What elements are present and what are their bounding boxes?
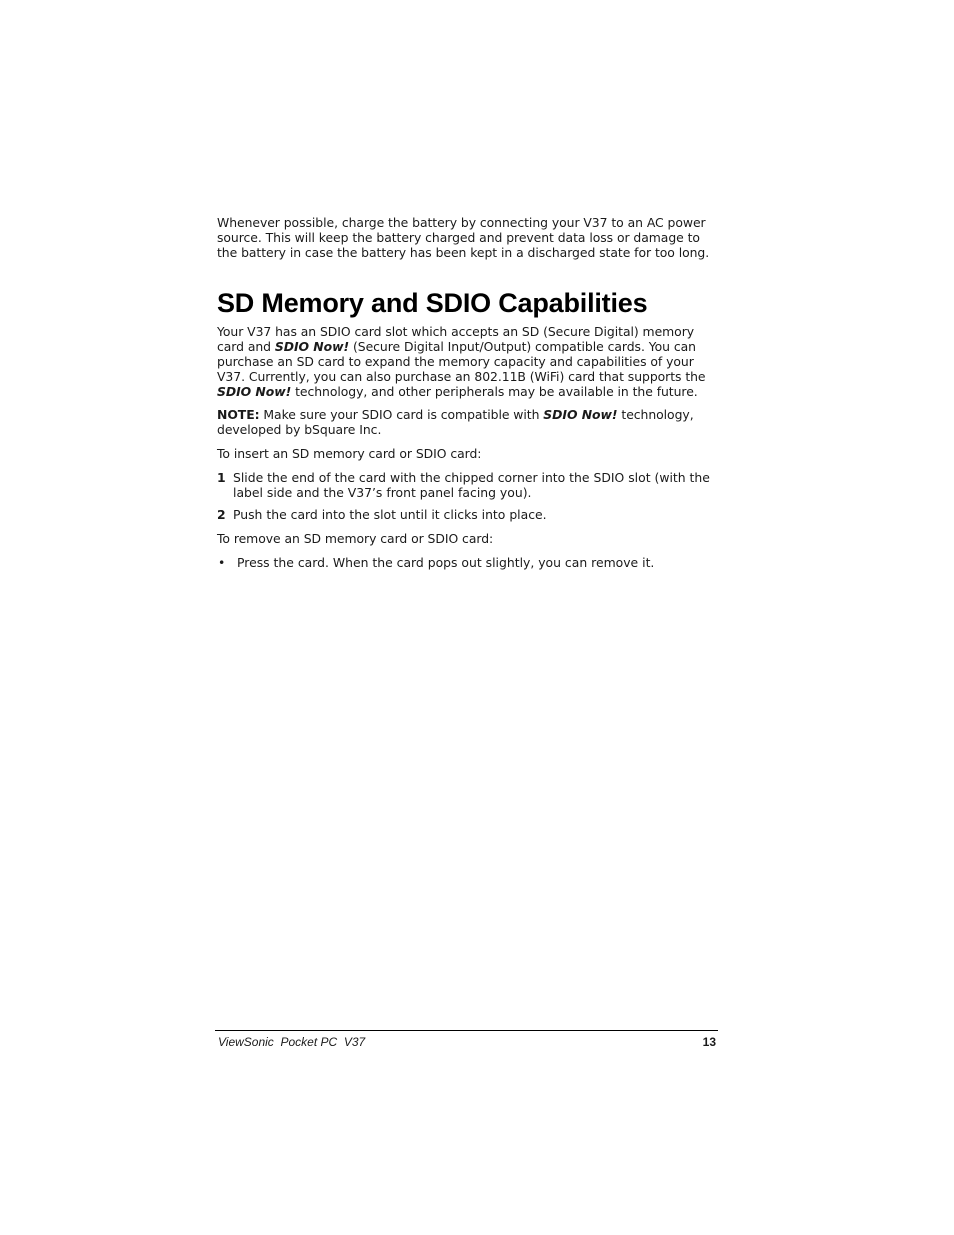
remove-intro: To remove an SD memory card or SDIO card: xyxy=(217,531,494,547)
page-footer xyxy=(215,1030,718,1053)
sdio-now-emphasis: SDIO Now! xyxy=(274,339,350,355)
page-content xyxy=(217,216,717,571)
intro-paragraph: Whenever possible, charge the battery by connecting your V37 to an AC power source. This will keep the battery charged and prevent data loss or damage to the battery in case the battery has been kept in a discharged state for too long. xyxy=(217,215,710,260)
insert-step xyxy=(217,471,717,501)
footer-page-number: 13 xyxy=(702,1035,716,1049)
remove-bullet xyxy=(217,556,717,571)
step-number: 1 xyxy=(217,469,226,485)
bullet-text: Press the card. When the card pops out slightly, you can remove it. xyxy=(237,554,655,570)
sdio-now-emphasis: SDIO Now! xyxy=(543,407,618,423)
section-heading: SD Memory and SDIO Capabilities xyxy=(217,288,648,319)
footer-product-name: ViewSonic Pocket PC V37 xyxy=(218,1035,366,1049)
body-paragraph xyxy=(217,325,717,399)
insert-intro: To insert an SD memory card or SDIO card: xyxy=(217,445,482,461)
note-label: NOTE: xyxy=(217,407,260,423)
note-text-2: technology, developed by bSquare Inc. xyxy=(217,407,694,438)
body-text-2: (Secure Digital Input/Output) compatible cards. You can purchase an SD card to expand the memory capacity and capabilities of your V37. Currently, you can also purchase an 802.11B (WiFi) card that supports the xyxy=(217,339,706,384)
note-text-1: Make sure your SDIO card is compatible with xyxy=(259,407,544,423)
body-text-1: Your V37 has an SDIO card slot which accepts an SD (Secure Digital) memory card and xyxy=(217,324,695,355)
step-number: 2 xyxy=(217,507,226,523)
insert-step xyxy=(217,508,717,523)
sdio-now-emphasis: SDIO Now! xyxy=(217,383,292,399)
bullet-icon: • xyxy=(218,554,226,570)
body-text-3: technology, and other peripherals may be available in the future. xyxy=(291,383,698,399)
note-paragraph xyxy=(217,408,717,438)
step-text: Push the card into the slot until it clicks into place. xyxy=(233,507,547,523)
step-text: Slide the end of the card with the chipped corner into the SDIO slot (with the label side and the V37’s front panel facing you). xyxy=(233,469,710,500)
